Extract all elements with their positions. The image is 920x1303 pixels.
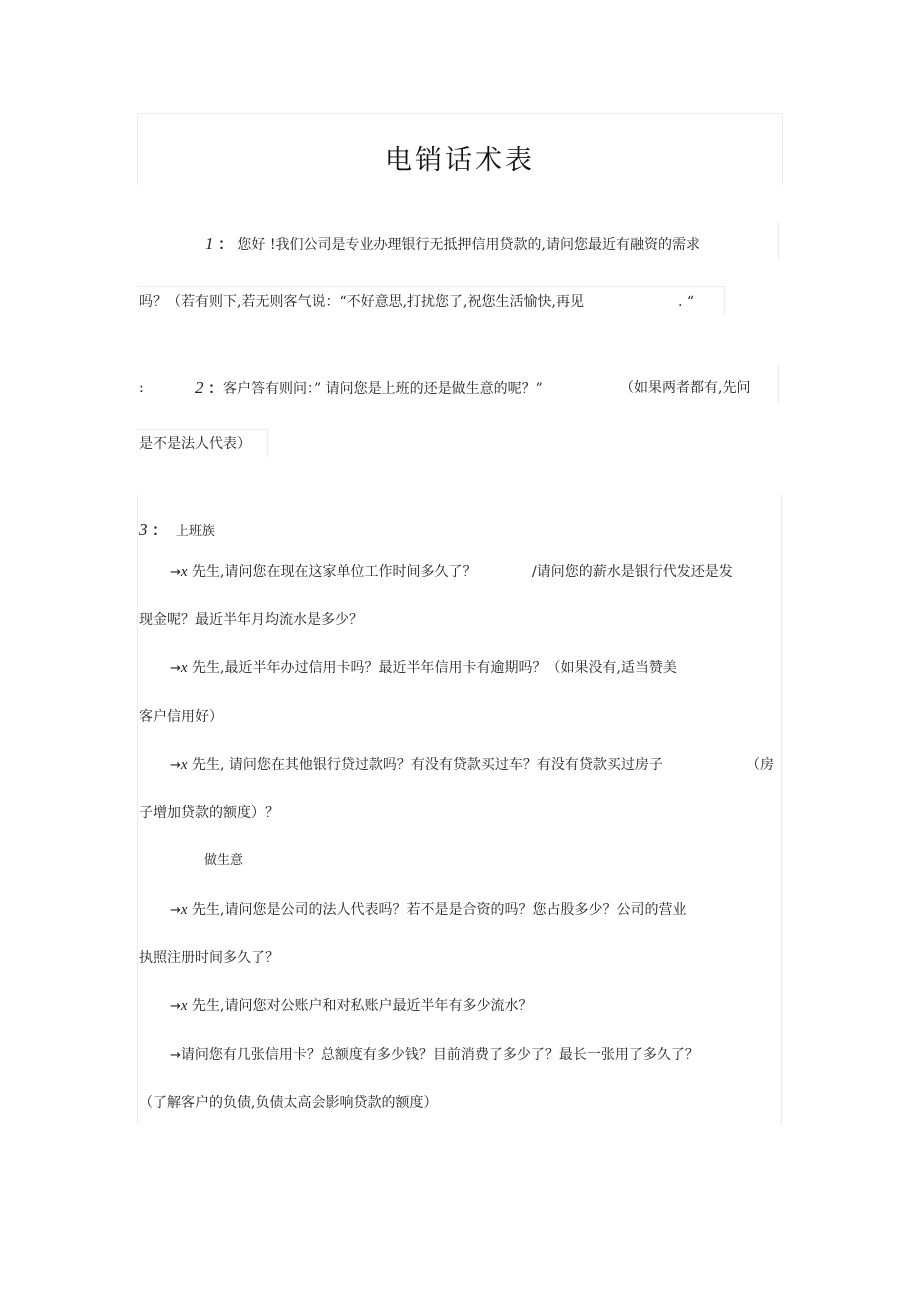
- step1-number: 1: [205, 234, 214, 253]
- employee-item-2-text: 先生,最近半年办过信用卡吗？最近半年信用卡有逾期吗？（如果没有,适当赞美: [192, 660, 677, 676]
- business-item-3-line1: [170, 1045, 699, 1066]
- business-item-3-text: 请问您有几张信用卡？总额度有多少钱？目前消费了多少了？最长一张用了多久了？: [180, 1047, 699, 1063]
- arrow-icon: →: [170, 758, 181, 773]
- step1-line2: 吗？（若有则下,若无则客气说：“不好意思,打扰您了,祝您生活愉快,再见: [139, 294, 584, 310]
- business-item-1-line2: 执照注册时间多久了？: [139, 950, 279, 966]
- step1-line2-frame-top: [137, 286, 725, 287]
- arrow-icon: →: [170, 661, 181, 676]
- step2-line2-frame-top: [137, 429, 267, 430]
- arrow-icon: →: [170, 999, 181, 1014]
- employee-item-2-line2: 客户信用好）: [139, 709, 223, 725]
- employee-item-1-line2: 现金呢？最近半年月均流水是多少？: [139, 612, 363, 628]
- arrow-icon: →: [170, 1048, 181, 1063]
- step2-prefix: :: [139, 380, 144, 396]
- client-placeholder: x: [180, 757, 188, 773]
- step2-line2: 是不是法人代表）: [139, 436, 251, 452]
- employee-item-3-line1: [170, 755, 663, 776]
- client-placeholder: x: [180, 660, 188, 676]
- page-title: 电销话术表: [385, 145, 535, 176]
- step2-line1: [195, 378, 543, 399]
- step2-number: 2: [195, 378, 204, 397]
- step3-frame-right: [781, 495, 782, 1125]
- business-item-3-line2: （了解客户的负债,负债太高会影响贷款的额度）: [139, 1095, 438, 1111]
- step1-text: 您好 !我们公司是专业办理银行无抵押信用贷款的,请问您最近有融资的需求: [237, 237, 700, 253]
- employee-item-1-alt: /请问您的薪水是银行代发还是发: [532, 564, 733, 580]
- arrow-icon: →: [170, 903, 181, 918]
- business-item-1-text: 先生,请问您是公司的法人代表吗？若不是是合资的吗？您占股多少？公司的营业: [192, 902, 687, 918]
- client-placeholder: x: [180, 998, 188, 1014]
- step3-number: 3: [139, 520, 148, 539]
- business-item-2-text: 先生,请问您对公账户和对私账户最近半年有多少流水？: [192, 998, 533, 1014]
- business-item-2-line1: [170, 996, 532, 1017]
- employee-item-3-note: （房: [746, 757, 774, 773]
- business-item-1-line1: [170, 900, 686, 921]
- step2-text: 客户答有则问：” 请问您是上班的还是做生意的呢？”: [222, 381, 543, 397]
- arrow-icon: →: [170, 565, 181, 580]
- employee-item-3-line2: 子增加贷款的额度）？: [139, 805, 279, 821]
- business-heading: 做生意: [204, 853, 244, 868]
- step3-frame-left: [137, 495, 138, 1125]
- step3-colon: ：: [151, 521, 167, 539]
- step1-line2-end: . “: [678, 294, 695, 310]
- employee-item-1-text: 先生,请问您在现在这家单位工作时间多久了？: [192, 564, 477, 580]
- step1-colon: ：: [217, 235, 233, 253]
- step2-frame-right: [778, 365, 779, 403]
- step3-heading: [139, 520, 215, 542]
- employee-heading: 上班族: [175, 524, 215, 539]
- step1-line2-frame-right: [724, 286, 725, 314]
- step2-colon: ：: [207, 379, 223, 397]
- step2-line1-note: （如果两者都有,先问: [620, 380, 751, 396]
- employee-item-3-text: 先生, 请问您在其他银行贷过款吗？有没有贷款买过车？有没有贷款买过房子: [192, 757, 663, 773]
- client-placeholder: x: [180, 902, 188, 918]
- step1-line1: [205, 234, 700, 255]
- employee-item-1-line1: [170, 562, 476, 583]
- employee-item-2-line1: [170, 658, 677, 679]
- step1-frame-right: [778, 222, 779, 260]
- step2-line2-frame-right: [267, 429, 268, 457]
- client-placeholder: x: [180, 564, 188, 580]
